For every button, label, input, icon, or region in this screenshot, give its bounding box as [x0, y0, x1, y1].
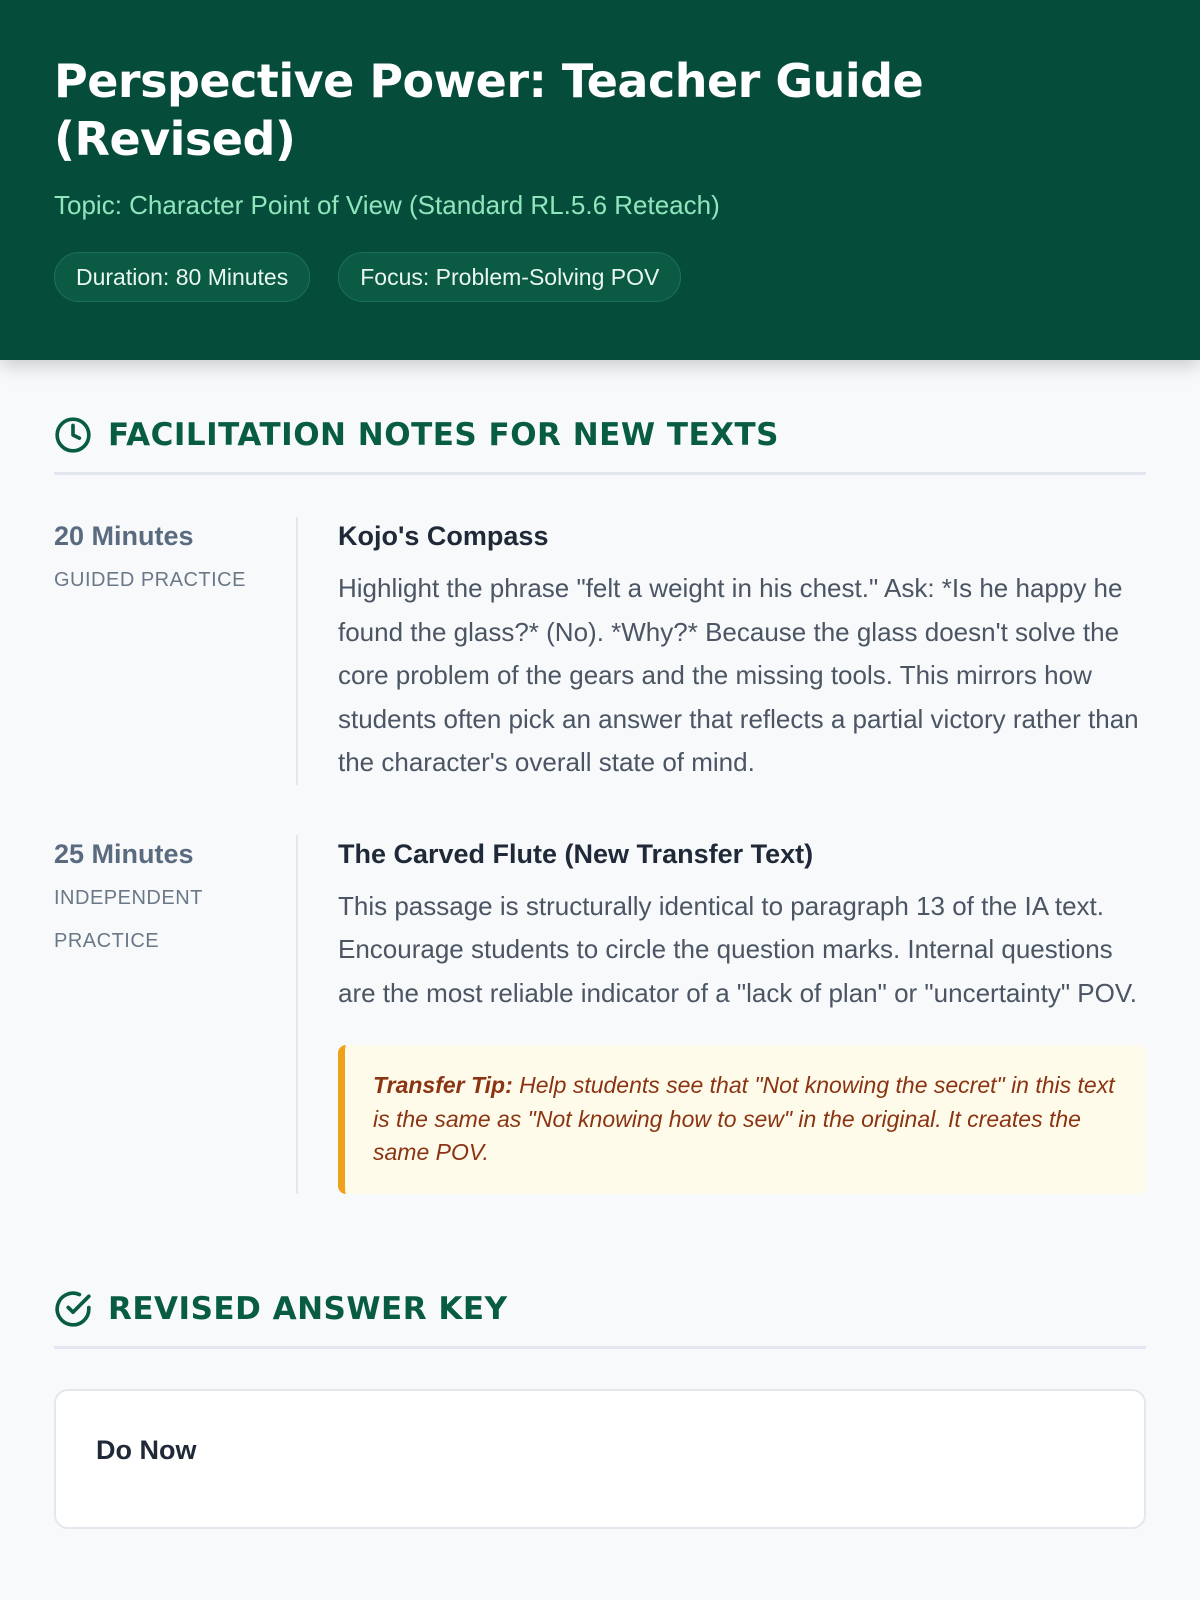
duration-pill: Duration: 80 Minutes	[54, 252, 310, 302]
block-duration: 20 Minutes	[54, 521, 194, 551]
facilitation-section-header	[54, 416, 1146, 475]
clock-icon	[54, 416, 92, 454]
tip-label: Transfer Tip:	[373, 1072, 513, 1098]
block-meta	[54, 517, 296, 785]
check-circle-icon	[54, 1290, 92, 1328]
block-text: Highlight the phrase "felt a weight in his chest." Ask: *Is he happy he found the glass?* (No). *Why?* Because the glass doesn't solve the core problem of the gears and the missing tools. This mirrors how students often pick an answer that reflects a partial victory rather than the character's overall state of mind.	[338, 573, 1139, 777]
block-title: Kojo's Compass	[338, 521, 549, 551]
block-body	[296, 835, 1146, 1194]
timeline-block	[54, 835, 1146, 1194]
transfer-tip-callout	[338, 1045, 1146, 1194]
page-subtitle: Topic: Character Point of View (Standard RL.5.6 Reteach)	[54, 190, 720, 220]
timeline-block	[54, 517, 1146, 785]
header-banner	[0, 0, 1200, 360]
do-now-card	[54, 1389, 1146, 1529]
block-phase: GUIDED PRACTICE	[54, 569, 246, 591]
block-text: This passage is structurally identical to paragraph 13 of the IA text. Encourage students to circle the question marks. Internal questions are the most reliable indicator of a "lack of plan" or "uncertainty" POV.	[338, 890, 1138, 1008]
tip-text: Help students see that "Not knowing the secret" in this text is the same as "Not knowing how to sew" in the original. It creates the same POV.	[373, 1072, 1115, 1165]
block-phase: INDEPENDENT PRACTICE	[54, 886, 203, 952]
block-duration: 25 Minutes	[54, 838, 194, 869]
page-title: Perspective Power: Teacher Guide (Revised)	[54, 54, 924, 166]
answer-key-section-header	[54, 1290, 1146, 1349]
block-title: The Carved Flute (New Transfer Text)	[338, 838, 814, 869]
do-now-title: Do Now	[96, 1434, 197, 1465]
main-content	[0, 360, 1200, 1529]
block-body	[296, 517, 1146, 785]
answer-key-heading: REVISED ANSWER KEY	[108, 1290, 508, 1327]
meta-pills	[54, 252, 1146, 302]
facilitation-heading: FACILITATION NOTES FOR NEW TEXTS	[108, 417, 780, 453]
focus-pill: Focus: Problem-Solving POV	[338, 252, 681, 302]
block-meta	[54, 835, 296, 1194]
